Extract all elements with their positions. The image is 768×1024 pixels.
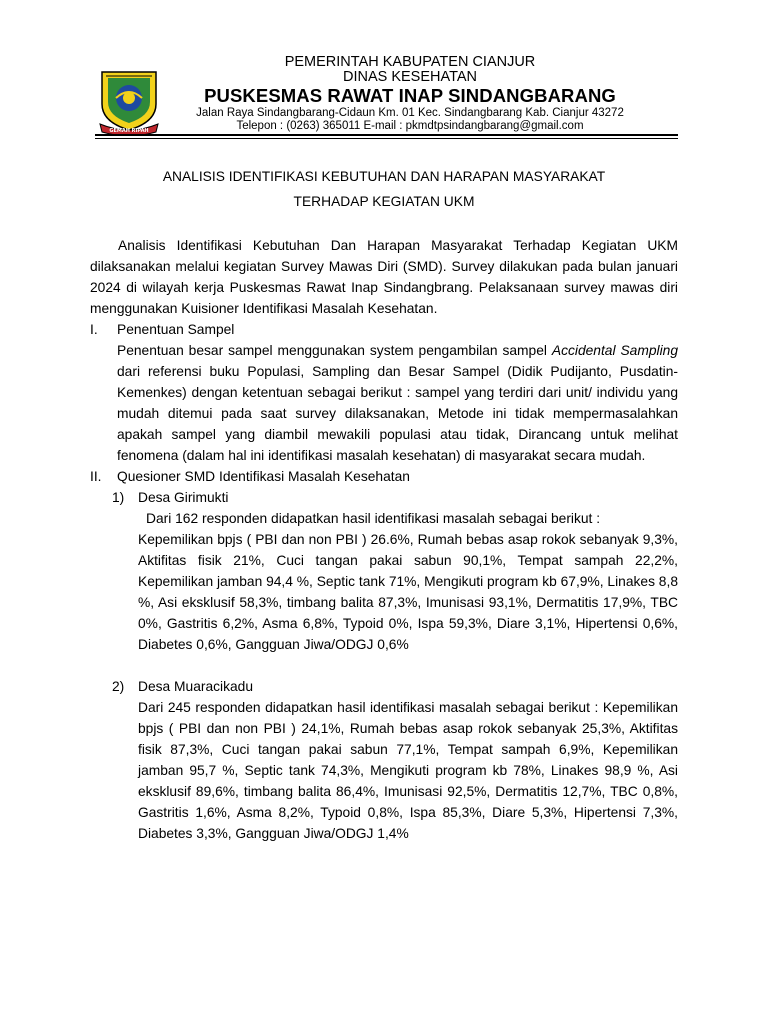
section-title: Quesioner SMD Identifikasi Masalah Kesehatan xyxy=(117,469,410,484)
emblem-icon xyxy=(96,66,162,136)
cianjur-regency-logo xyxy=(96,66,162,136)
document-body xyxy=(90,166,678,844)
section-1-heading xyxy=(90,319,678,340)
village-number: 2) xyxy=(112,679,125,694)
section-1-paragraph: Penentuan besar sampel menggunakan system pengambilan sampel Accidental Sampling dari referensi buku Populasi, Sampling dan Besar Sampel (Didik Pudijanto, Pusdatin- Kemenkes) dengan ketentuan sebagai berikut : sampel yang terdiri dari unit/ individu yang mudah ditemui pada saat survey dilaksanakan, Metode ini tidak mempermasalahkan apakah sampel yang diambil mewakili populasi atau tidak, Dirancang untuk melihat fenomena (dalam hal ini identifikasi masalah kesehatan) di masyarakat secara mudah. xyxy=(117,343,678,463)
institution-name: PUSKESMAS RAWAT INAP SINDANGBARANG xyxy=(204,85,616,106)
section-number: I. xyxy=(90,322,98,337)
village-name: Desa Muaracikadu xyxy=(138,679,254,694)
department-name: DINAS KESEHATAN xyxy=(342,69,478,85)
section-number: II. xyxy=(90,469,102,484)
government-name: PEMERINTAH KABUPATEN CIANJUR xyxy=(284,54,536,70)
letterhead-rule-thin xyxy=(95,138,678,139)
village-name: Desa Girimukti xyxy=(138,490,229,505)
village-1-lead: Dari 162 responden didapatkan hasil identifikasi masalah sebagai berikut : xyxy=(146,511,601,526)
section-title: Penentuan Sampel xyxy=(117,322,235,337)
letterhead xyxy=(165,54,655,133)
document-title-line2: TERHADAP KEGIATAN UKM xyxy=(293,194,475,209)
sampling-method-term: Accidental Sampling xyxy=(551,343,678,358)
institution-contact: Telepon : (0263) 365011 E-mail : pkmdtpsindangbarang@gmail.com xyxy=(236,120,584,132)
village-2-heading xyxy=(112,676,678,697)
institution-address: Jalan Raya Sindangbarang-Cidaun Km. 01 Kec. Sindangbarang Kab. Cianjur 43272 xyxy=(196,107,624,119)
village-1-results: Kepemilikan bpjs ( PBI dan non PBI ) 26.6%, Rumah bebas asap rokok sebanyak 9,3%, Aktifitas fisik 21%, Cuci tangan pakai sabun 90,1%, Tempat sampah 22,2%, Kepemilikan jamban 94,4 %, Septic tank 71%, Mengikuti program kb 67,9%, Linakes 8,8 %, Asi eksklusif 58,3%, timbang balita 87,3%, Imunisasi 93,1%, Dermatitis 17,9%, TBC 0%, Gastritis 6,2%, Asma 6,8%, Typoid 0%, Ispa 59,3%, Diare 3,1%, Hipertensi 0,6%, Diabetes 0,6%, Gangguan Jiwa/ODGJ 0,6% xyxy=(138,532,678,652)
village-1-heading xyxy=(112,487,678,508)
village-2-results: Dari 245 responden didapatkan hasil identifikasi masalah sebagai berikut : Kepemilikan bpjs ( PBI dan non PBI ) 24,1%, Rumah bebas asap rokok sebanyak 25,3%, Aktifitas fisik 87,3%, Cuci tangan pakai sabun 77,1%, Tempat sampah 6,9%, Kepemilikan jamban 95,7 %, Septic tank 74,3%, Mengikuti program kb 78%, Linakes 98,9 %, Asi eksklusif 89,6%, timbang balita 86,4%, Imunisasi 92,5%, Dermatitis 12,7%, TBC 0,8%, Gastritis 1,6%, Asma 8,2%, Typoid 0,8%, Ispa 85,3%, Diare 5,3%, Hipertensi 7,3%, Diabetes 3,3%, Gangguan Jiwa/ODGJ 1,4% xyxy=(138,700,678,841)
letterhead-rule-thick xyxy=(95,134,678,136)
village-number: 1) xyxy=(112,490,125,505)
section-2-heading xyxy=(90,466,678,487)
logo-motto: GEMAH RIPAH xyxy=(109,128,149,134)
document-title-line1: ANALISIS IDENTIFIKASI KEBUTUHAN DAN HARAPAN MASYARAKAT xyxy=(162,169,606,184)
intro-paragraph: Analisis Identifikasi Kebutuhan Dan Harapan Masyarakat Terhadap Kegiatan UKM dilaksanakan melalui kegiatan Survey Mawas Diri (SMD). Survey dilakukan pada bulan januari 2024 di wilayah kerja Puskesmas Rawat Inap Sindangbrang. Pelaksanaan survey mawas diri menggunakan Kuisioner Identifikasi Masalah Kesehatan. xyxy=(90,238,678,316)
